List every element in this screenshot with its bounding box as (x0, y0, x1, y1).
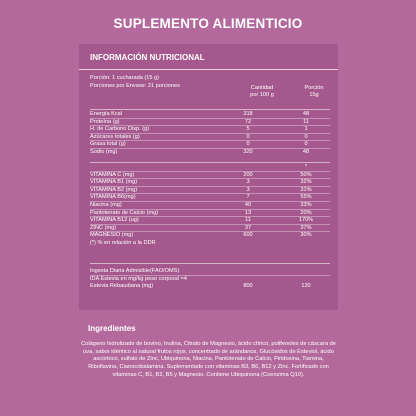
col-header-per100: Cantidad por 100 g (250, 85, 274, 98)
table-row: Proteína (g) 72 11 (90, 119, 330, 127)
divider (90, 109, 330, 110)
table-row: MAGNESIO (mg) 600 30% (90, 232, 312, 239)
ddr-note: (*) % en relación a la DDR (90, 239, 156, 246)
table-row: VITAMINA B2 (mg) 3 31% (90, 187, 330, 195)
table-row: VITAMINA C (mg) 200 50% (90, 172, 330, 180)
table-row: Grasa total (g) 0 0 (90, 141, 330, 149)
table-row: Niacina (mg) 40 33% (90, 202, 330, 210)
page-title: SUPLEMENTO ALIMENTICIO (113, 16, 303, 31)
table-row: VITAMINA B1 (mg) 3 32% (90, 179, 330, 187)
panel-title: INFORMACIÓN NUTRICIONAL (79, 44, 338, 70)
vitamins-table (90, 164, 330, 248)
table-row: Sodio (mg) 320 48 (90, 148, 310, 155)
table-row: Azúcares totales (g) 0 0 (90, 134, 330, 142)
table-row: Estevia Rebaudiana (mg) 800 120 (90, 283, 311, 290)
divider (90, 162, 330, 163)
portion-info (79, 70, 338, 98)
table-row: Energía Kcal 318 48 (90, 111, 330, 119)
table-row: ZINC (mg) 37 37% (90, 225, 330, 233)
table-row: VITAMINA B12 (ug) 11 170% (90, 217, 330, 225)
ingredients-text: Colágeno hidrolizado de bovino, Inulina, Citrato de Magnesio, ácido cítrico, polifenoles de cáscara de uva, sabor idéntico al natural frutos rojos, concentrado de arándanos, Glucósidos de Esteviol, ácido ascórbico, sulfato de Zinc, Ubiquinona, Niacina, Pantotenato de Calcio, Piridoxina, Tiamina, Riboflavina, Cianocobalamina. Suplementado con vitaminas B3, B6, B12 y Zinc. Fortificado con vitaminas C, B1, B2, B5 y Magnesio. Contiene Ubiquinona (Coenzima Q10). (81, 341, 336, 378)
col-header-portion: Porción 15g (304, 85, 324, 98)
ingredients-title: Ingredientes (88, 324, 136, 333)
nutrition-panel (79, 44, 338, 310)
table-row: Pantotenato de Calcio (mg) 13 20% (90, 210, 330, 218)
table-row: VITAMINA B6(mg) 7 55% (90, 194, 330, 202)
portion-size: Porción: 1 cucharada (15 g) (90, 75, 160, 81)
stevia-table (90, 268, 330, 291)
ida-title: Ingesta Diaria Admisible(FAO/OMS) (90, 268, 330, 276)
portions-per-container: Porciones por Envase: 21 porciones (90, 82, 180, 89)
table-row: H. de Carbono Disp. (g) 5 1 (90, 126, 330, 134)
nutrients-table (90, 111, 330, 157)
ida-line: IDA Estevia en mg/kg peso corporal =4 (90, 275, 187, 282)
table-row: * (90, 164, 330, 172)
divider (90, 263, 330, 264)
